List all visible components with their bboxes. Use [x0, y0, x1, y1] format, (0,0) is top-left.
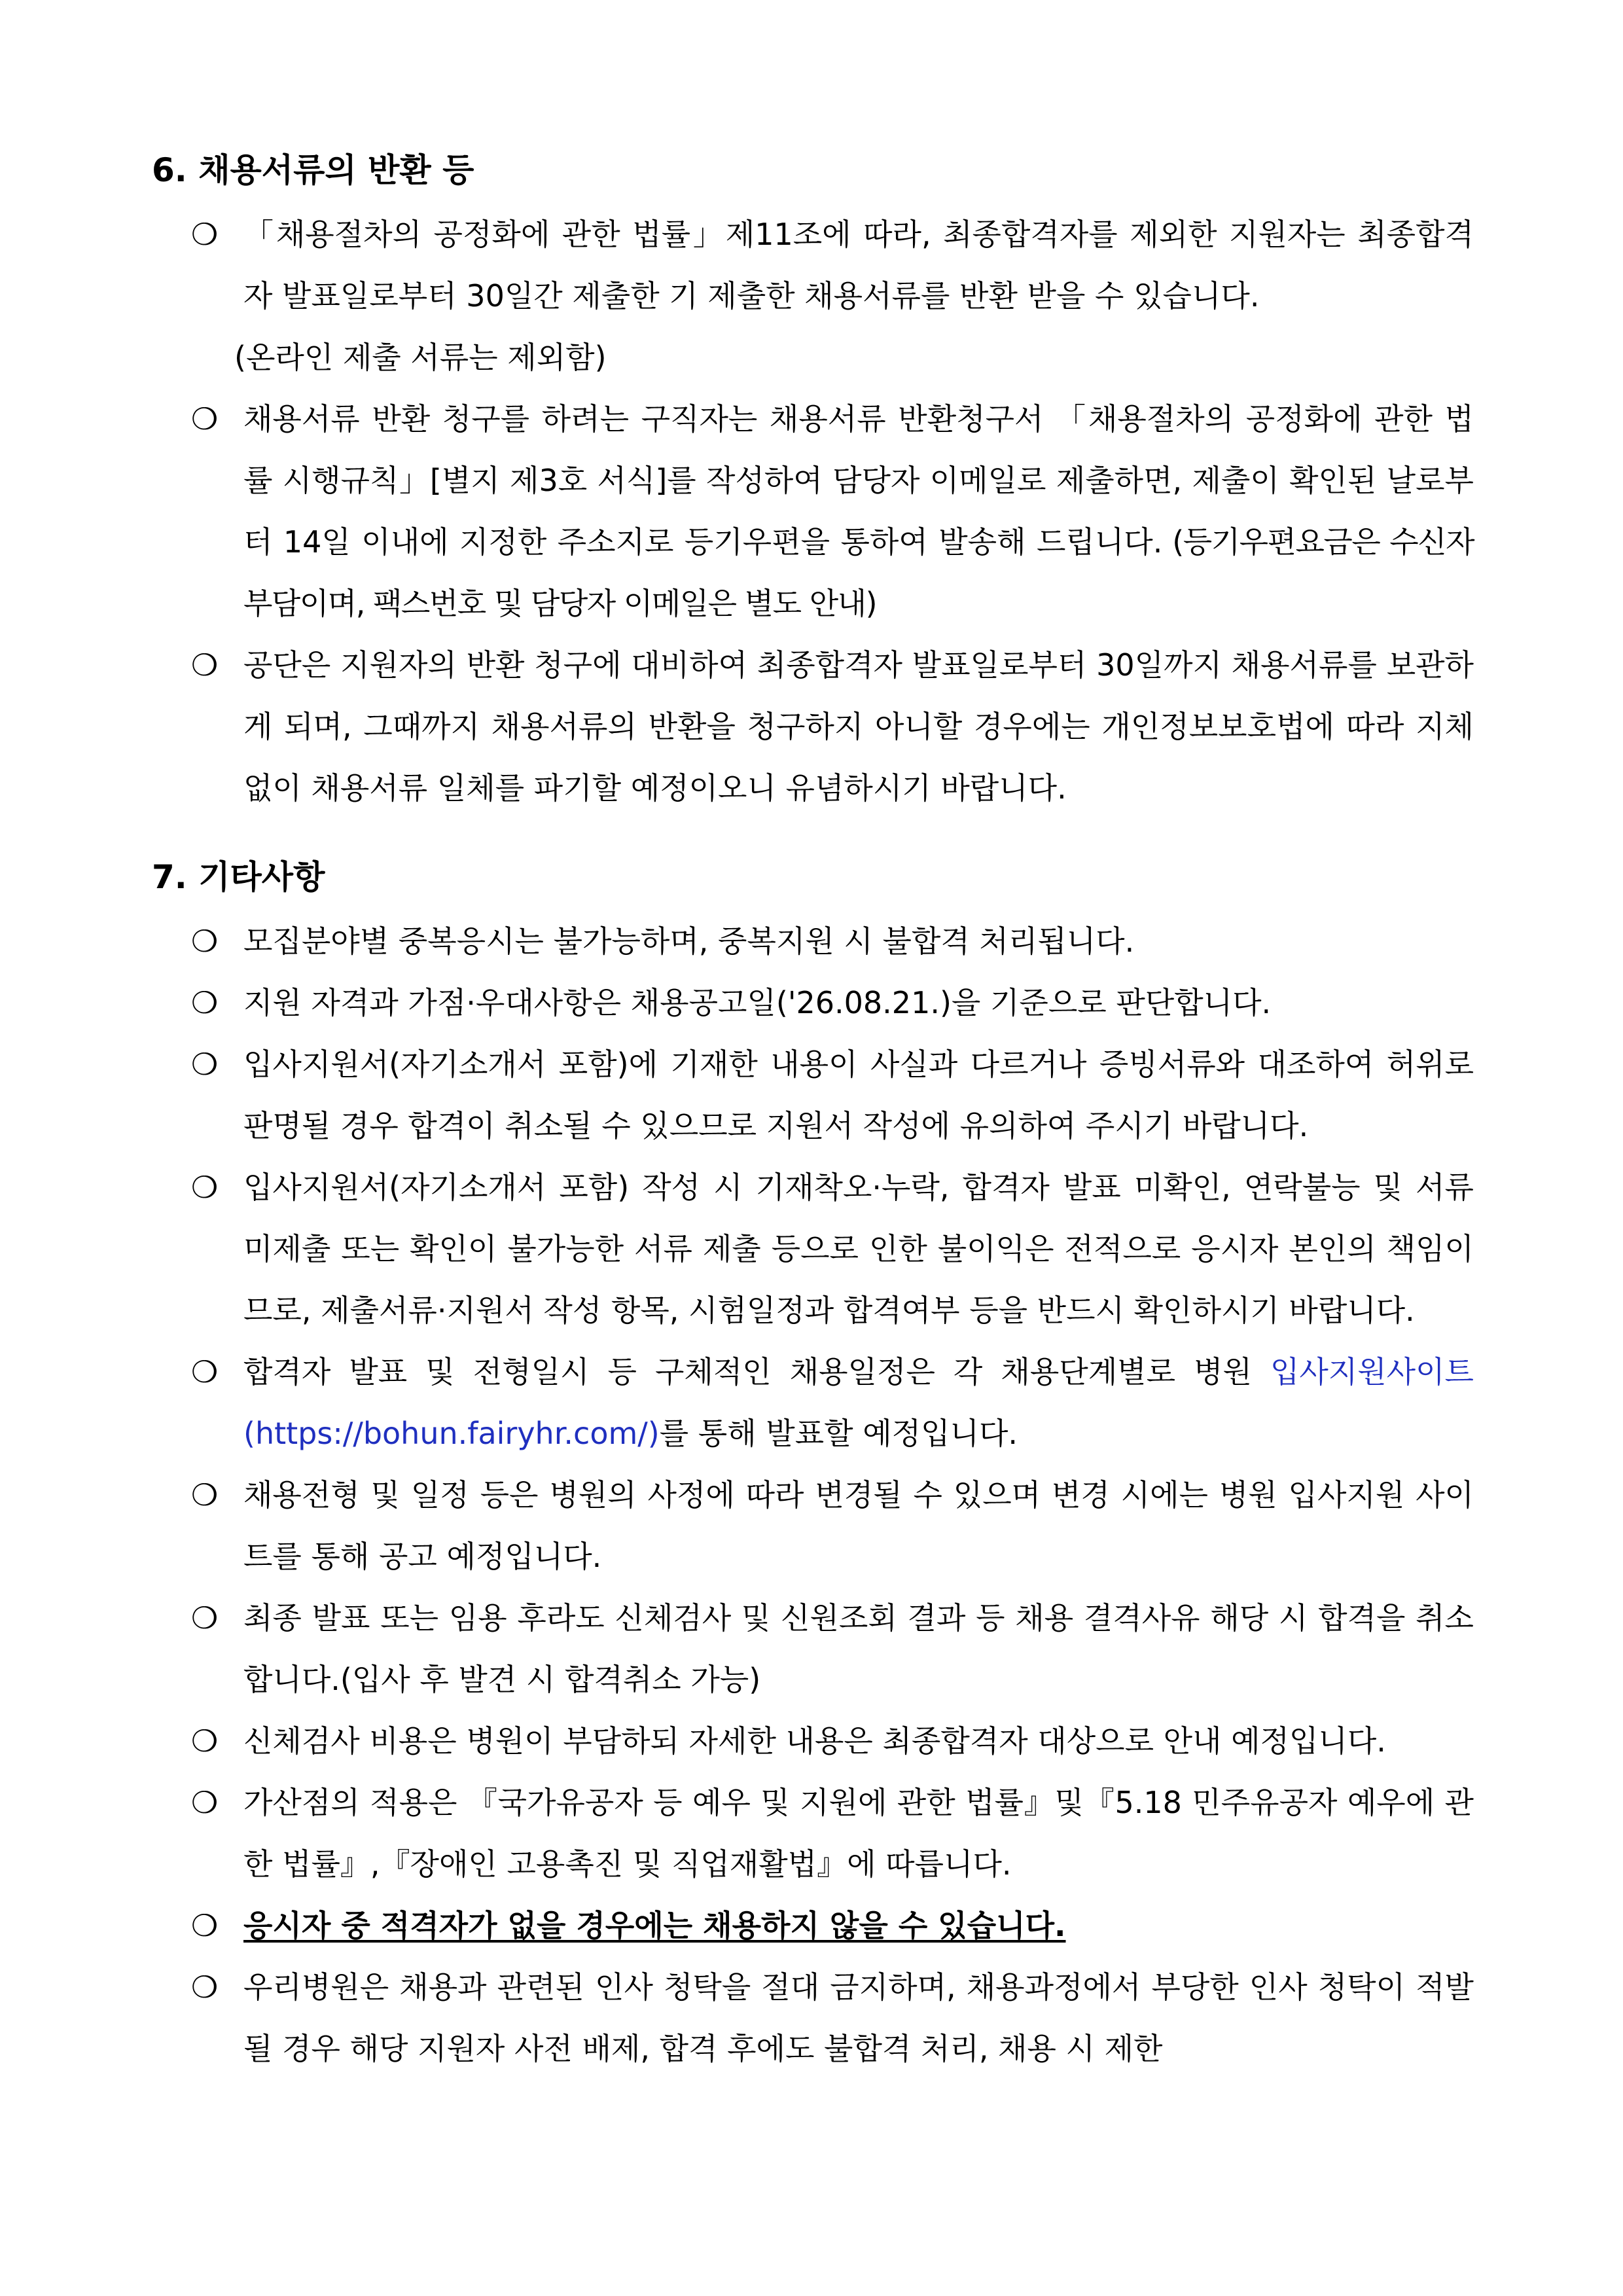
bullet-circle-icon: ❍: [191, 1600, 219, 1636]
bullet-circle-icon: ❍: [191, 647, 219, 683]
bullet-circle-icon: ❍: [191, 401, 219, 437]
item-list: [152, 910, 1474, 2079]
list-item: [152, 1464, 1474, 1587]
section-title: 6. 채용서류의 반환 등: [152, 151, 474, 189]
bullet-circle-icon: ❍: [191, 1170, 219, 1205]
item-tail: (등기우편요금은 수신자 부담이며, 팩스번호 및 담당자 이메일은 별도 안내): [243, 524, 1474, 621]
bullet-circle-icon: ❍: [191, 1969, 219, 2005]
list-item-emphasis: [152, 1895, 1474, 1956]
item-note: (온라인 제출 서류는 제외함): [234, 340, 607, 375]
bullet-circle-icon: ❍: [191, 924, 219, 959]
list-item: [152, 1587, 1474, 1710]
list-item: [152, 972, 1474, 1033]
list-item: [152, 204, 1474, 388]
bullet-circle-icon: ❍: [191, 1723, 219, 1759]
list-item: [152, 1033, 1474, 1157]
item-text: 신체검사 비용은 병원이 부담하되 자세한 내용은 최종합격자 대상으로 안내 예정입니다.: [243, 1723, 1386, 1759]
bullet-circle-icon: ❍: [191, 985, 219, 1020]
item-text: 입사지원서(자기소개서 포함)에 기재한 내용이 사실과 다르거나 증빙서류와 대조하여 허위로 판명될 경우 합격이 취소될 수 있으므로 지원서 작성에 유의하여 주시기 바랍니다.: [243, 1047, 1474, 1143]
item-text: 가산점의 적용은 『국가유공자 등 예우 및 지원에 관한 법률』및『5.18 민주유공자 예우에 관한 법률』,『장애인 고용촉진 및 직업재활법』에 따릅니다.: [243, 1785, 1474, 1882]
section-document-return: [152, 147, 1474, 819]
list-item: [152, 1772, 1474, 1895]
item-text: 를 통해 발표할 예정입니다.: [659, 1416, 1018, 1451]
item-list: [152, 204, 1474, 819]
list-item: [152, 1710, 1474, 1772]
list-item: [152, 1956, 1474, 2079]
list-item: [152, 388, 1474, 634]
item-text: 채용서류 반환 청구를 하려는 구직자는 채용서류 반환청구서 「채용절차의 공정화에 관한 법률 시행규칙」[별지 제3호 서식]를 작성하여 담당자 이메일로 제출하면, 제출이 확인된 날로부터 14일 이내에 지정한 주소지로 등기우편을 통하여 발송해 드립니다.: [243, 401, 1474, 560]
bullet-circle-icon: ❍: [191, 1477, 219, 1513]
application-site-link[interactable]: 입사지원사이트(https://bohun.fairyhr.com/): [243, 1354, 1474, 1451]
item-text: 우리병원은 채용과 관련된 인사 청탁을 절대 금지하며, 채용과정에서 부당한 인사 청탁이 적발될 경우 해당 지원자 사전 배제, 합격 후에도 불합격 처리, 채용 시 제한: [243, 1969, 1474, 2066]
item-text: 최종 발표 또는 임용 후라도 신체검사 및 신원조회 결과 등 채용 결격사유 해당 시 합격을 취소합니다.(입사 후 발견 시 합격취소 가능): [243, 1600, 1474, 1697]
item-text: 입사지원서(자기소개서 포함) 작성 시 기재착오·누락, 합격자 발표 미확인, 연락불능 및 서류 미제출 또는 확인이 불가능한 서류 제출 등으로 인한 불이익은 전적으로 응시자 본인의 책임이므로, 제출서류·지원서 작성 항목, 시험일정과 합격여부 등을 반드시 확인하시기 바랍니다.: [243, 1170, 1474, 1328]
item-text: 공단은 지원자의 반환 청구에 대비하여 최종합격자 발표일로부터 30일까지 채용서류를 보관하게 되며, 그때까지 채용서류의 반환을 청구하지 아니할 경우에는 개인정보보호법에 따라 지체없이 채용서류 일체를 파기할 예정이오니 유념하시기 바랍니다.: [243, 647, 1474, 806]
bullet-circle-icon: ❍: [191, 217, 219, 252]
bullet-circle-icon: ❍: [191, 1354, 219, 1390]
section-title: 7. 기타사항: [152, 858, 325, 896]
list-item: [152, 1341, 1474, 1464]
item-text: 「채용절차의 공정화에 관한 법률」제11조에 따라, 최종합격자를 제외한 지원자는 최종합격자 발표일로부터 30일간 제출한 기 제출한 채용서류를 반환 받을 수 있습니다.: [243, 217, 1474, 314]
list-item: [152, 1157, 1474, 1341]
section-other-matters: [152, 854, 1474, 2079]
item-text: 합격자 발표 및 전형일시 등 구체적인 채용일정은 각 채용단계별로 병원: [243, 1354, 1270, 1390]
item-text: 지원 자격과 가점·우대사항은 채용공고일('26.08.21.)을 기준으로 판단합니다.: [243, 985, 1272, 1020]
list-item: [152, 634, 1474, 819]
item-text: 채용전형 및 일정 등은 병원의 사정에 따라 변경될 수 있으며 변경 시에는 병원 입사지원 사이트를 통해 공고 예정입니다.: [243, 1477, 1474, 1574]
bullet-circle-icon: ❍: [191, 1047, 219, 1082]
list-item: [152, 910, 1474, 972]
item-text: 모집분야별 중복응시는 불가능하며, 중복지원 시 불합격 처리됩니다.: [243, 924, 1135, 959]
item-text-emphasis: 응시자 중 적격자가 없을 경우에는 채용하지 않을 수 있습니다.: [243, 1908, 1066, 1943]
bullet-circle-icon: ❍: [191, 1908, 219, 1943]
bullet-circle-icon: ❍: [191, 1785, 219, 1820]
